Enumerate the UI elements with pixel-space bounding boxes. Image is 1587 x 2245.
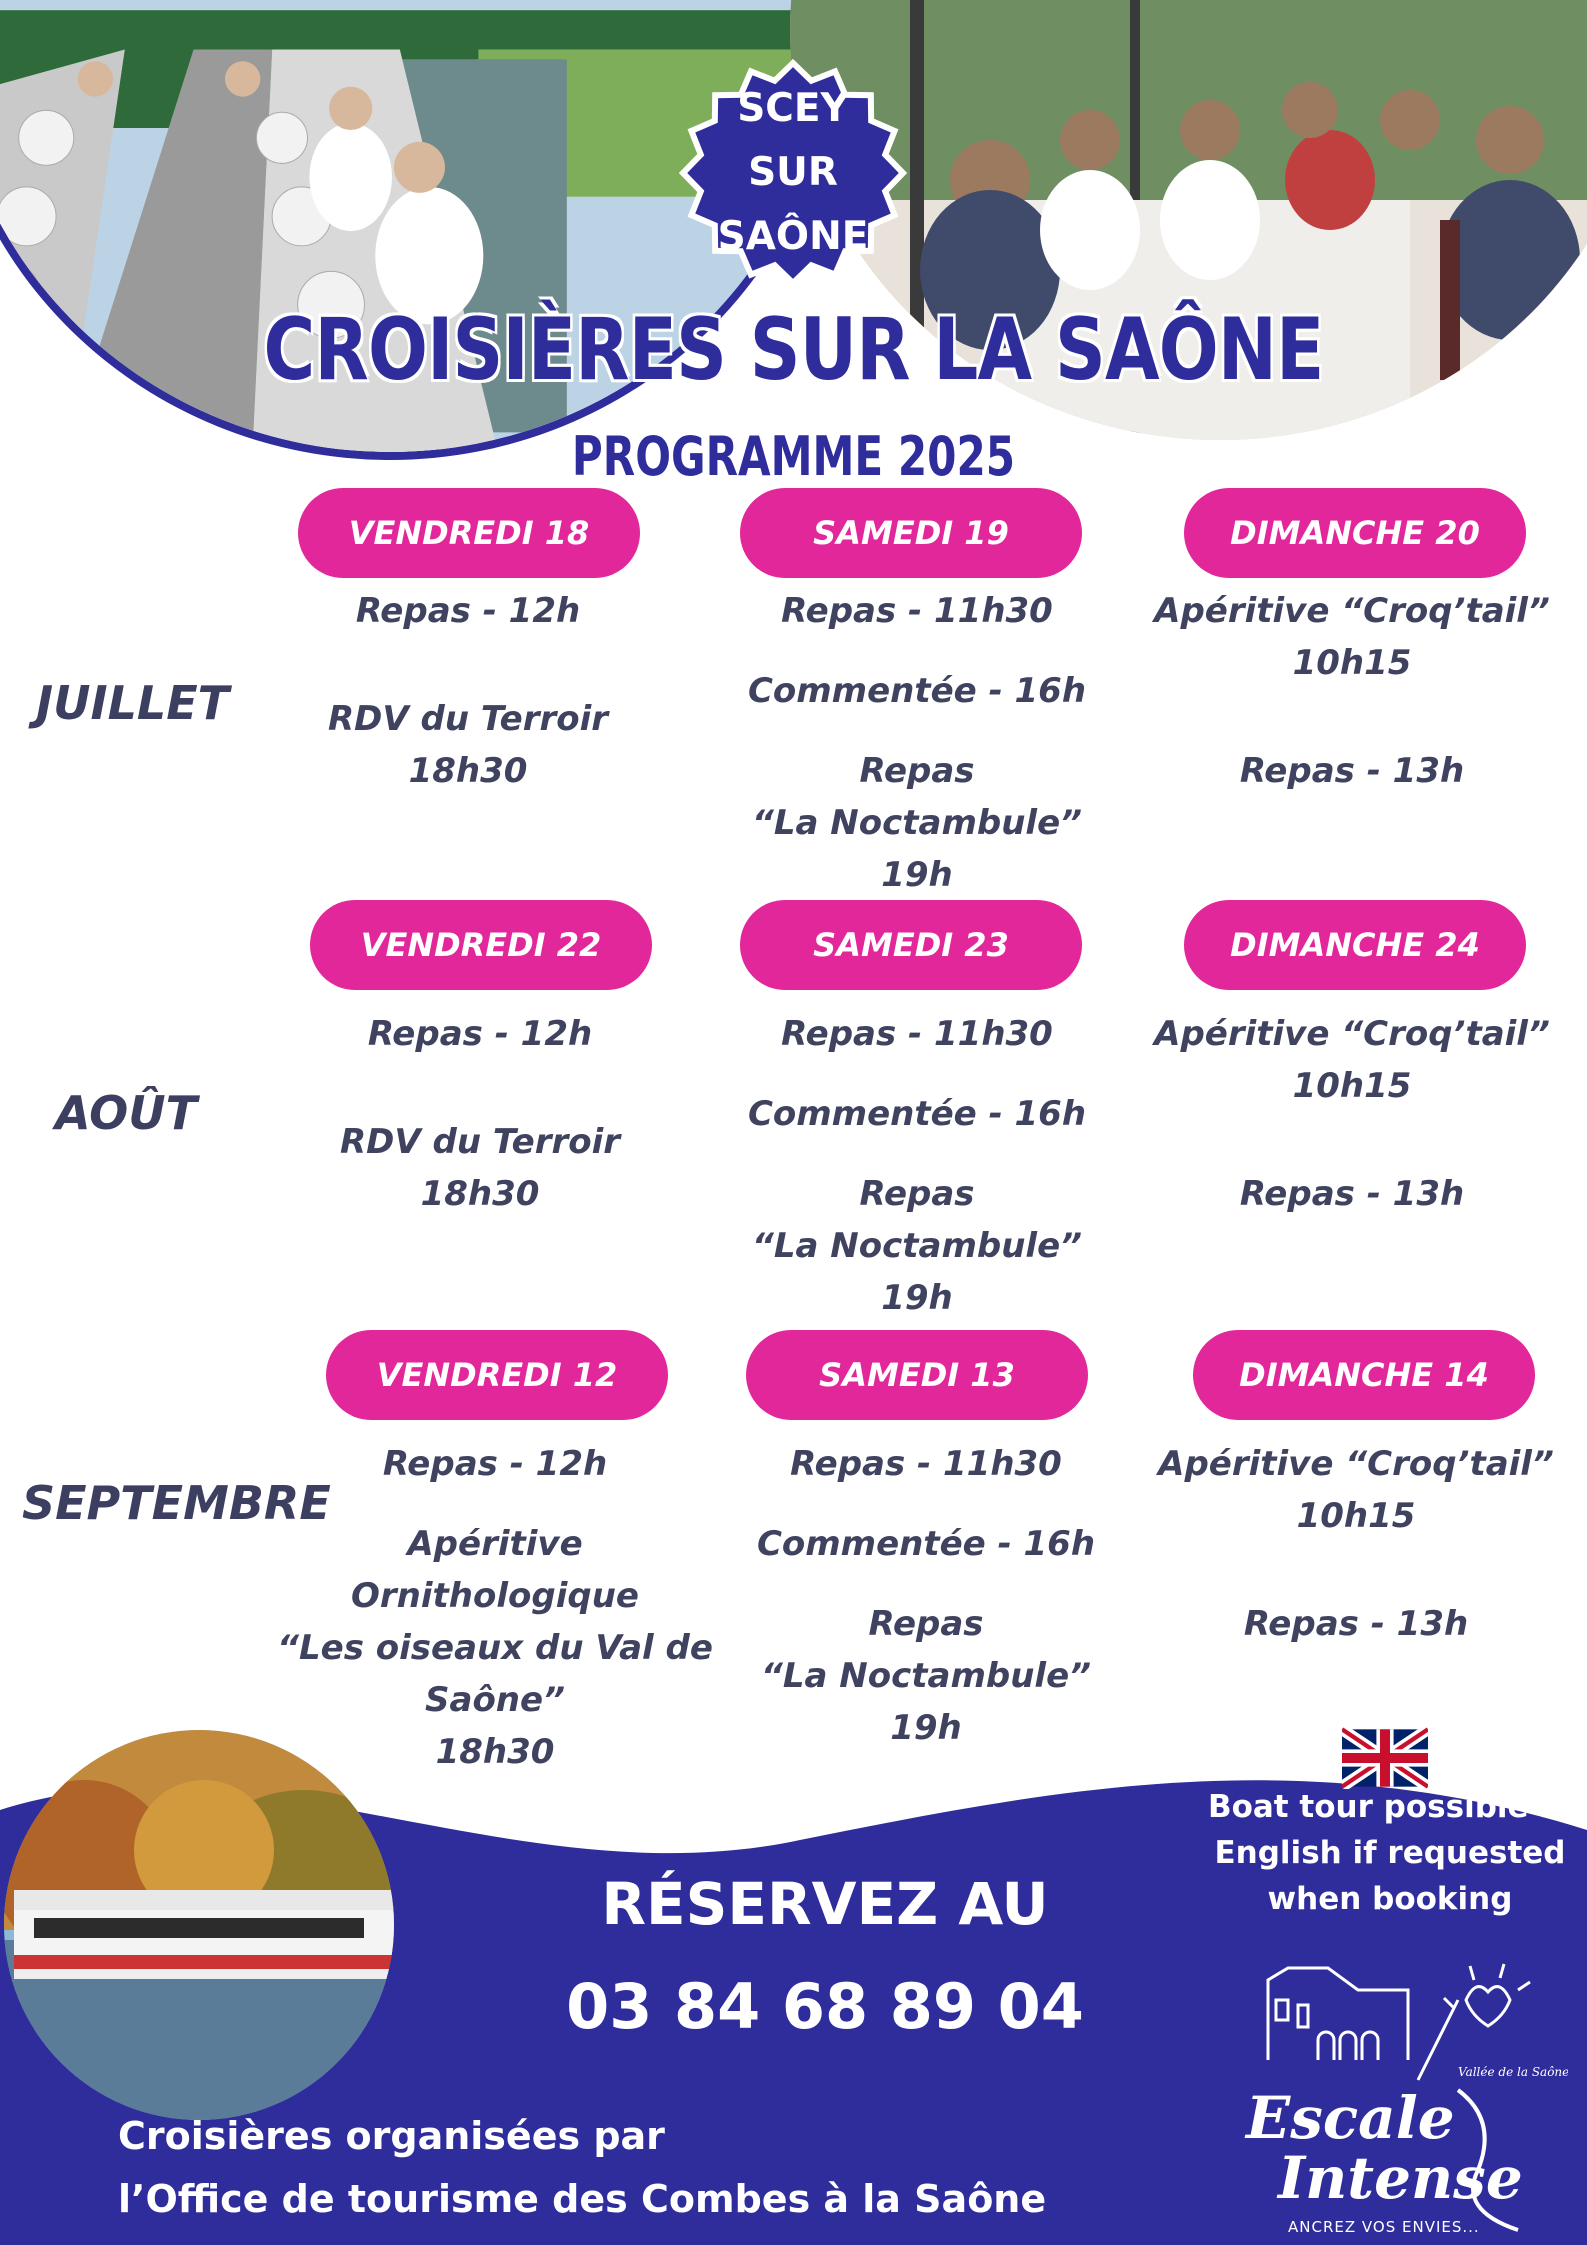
logo-script-line: Intense	[1278, 2144, 1523, 2212]
organizer-line: l’Office de tourisme des Combes à la Saône	[118, 2177, 1047, 2221]
escale-intense-logo	[1228, 1960, 1568, 2240]
event-line: RDV du Terroir	[339, 1122, 621, 1162]
event-line: Commentée - 16h	[747, 671, 1087, 711]
event-line: “La Noctambule”	[760, 1656, 1092, 1696]
note-line: English if requested	[1214, 1835, 1566, 1871]
logo-script-line: Escale	[1246, 2084, 1455, 2152]
event-line: 19h	[881, 855, 953, 895]
location-badge-text	[678, 58, 908, 288]
page-title: CROISIÈRES SUR LA SAÔNE	[263, 300, 1324, 400]
event-list	[1132, 1008, 1572, 1220]
event-line: 10h15	[1296, 1496, 1416, 1536]
event-line: Repas - 11h30	[781, 591, 1053, 631]
event-list	[697, 1008, 1137, 1324]
reserve-label: RÉSERVEZ AU	[601, 1870, 1049, 1938]
event-line: Apéritive “Croq’tail”	[1154, 591, 1550, 631]
day-pill: VENDREDI 12	[326, 1330, 668, 1420]
english-tour-note	[1190, 1784, 1587, 1922]
event-line: Apéritive “Croq’tail”	[1154, 1014, 1550, 1054]
event-list	[706, 1438, 1146, 1754]
badge-line: SUR	[748, 150, 838, 195]
event-line: Apéritive	[407, 1524, 583, 1564]
event-line: “La Noctambule”	[751, 1226, 1083, 1266]
page-subtitle: PROGRAMME 2025	[571, 425, 1016, 488]
event-line: Repas	[868, 1604, 984, 1644]
day-pill: SAMEDI 19	[740, 488, 1082, 578]
event-line: Saône”	[425, 1680, 565, 1720]
day-pill: SAMEDI 23	[740, 900, 1082, 990]
event-list	[1132, 585, 1572, 797]
day-pill: DIMANCHE 24	[1184, 900, 1526, 990]
event-line: Commentée - 16h	[756, 1524, 1096, 1564]
event-line: Repas - 11h30	[781, 1014, 1053, 1054]
badge-line: SAÔNE	[717, 214, 869, 259]
event-line: Repas - 12h	[367, 1014, 593, 1054]
day-pill: VENDREDI 18	[298, 488, 640, 578]
event-line: Repas	[859, 751, 975, 791]
event-line: Repas - 12h	[382, 1444, 608, 1484]
event-line: Repas - 12h	[355, 591, 581, 631]
event-line: 18h30	[435, 1732, 555, 1772]
event-line: Commentée - 16h	[747, 1094, 1087, 1134]
day-pill: DIMANCHE 14	[1193, 1330, 1535, 1420]
logo-small-text: Vallée de la Saône	[1458, 2065, 1568, 2079]
event-line: Repas - 11h30	[790, 1444, 1062, 1484]
badge-line: SCEY	[737, 86, 849, 131]
event-line: 19h	[881, 1278, 953, 1318]
event-list	[1136, 1438, 1576, 1650]
event-line: 18h30	[408, 751, 528, 791]
event-line: Apéritive “Croq’tail”	[1158, 1444, 1554, 1484]
event-list	[248, 585, 688, 797]
event-line: 10h15	[1292, 1066, 1412, 1106]
uk-flag-icon	[1342, 1727, 1428, 1789]
day-pill: DIMANCHE 20	[1184, 488, 1526, 578]
event-list	[275, 1438, 715, 1778]
event-line: 10h15	[1292, 643, 1412, 683]
note-line: when booking	[1267, 1881, 1513, 1917]
event-line: 18h30	[420, 1174, 540, 1214]
month-label-july: JUILLET	[36, 676, 230, 730]
event-line: 19h	[890, 1708, 962, 1748]
event-list	[260, 1008, 700, 1220]
organizer-line: Croisières organisées par	[118, 2114, 665, 2158]
event-list	[697, 585, 1137, 901]
event-line: “Les oiseaux du Val de	[277, 1628, 713, 1668]
note-line: Boat tour possible in	[1207, 1789, 1573, 1825]
event-line: Repas	[859, 1174, 975, 1214]
day-pill: VENDREDI 22	[310, 900, 652, 990]
event-line: “La Noctambule”	[751, 803, 1083, 843]
month-label-august: AOÛT	[55, 1086, 198, 1140]
month-label-september: SEPTEMBRE	[22, 1476, 331, 1530]
event-line: RDV du Terroir	[327, 699, 609, 739]
day-pill: SAMEDI 13	[746, 1330, 1088, 1420]
event-line: Ornithologique	[351, 1576, 639, 1616]
event-line: Repas - 13h	[1239, 1174, 1465, 1214]
event-line: Repas - 13h	[1239, 751, 1465, 791]
boat-photo	[4, 1730, 394, 2120]
event-line: Repas - 13h	[1243, 1604, 1469, 1644]
logo-tagline: ANCREZ VOS ENVIES...	[1288, 2218, 1480, 2236]
phone-number[interactable]: 03 84 68 89 04	[566, 1970, 1084, 2043]
